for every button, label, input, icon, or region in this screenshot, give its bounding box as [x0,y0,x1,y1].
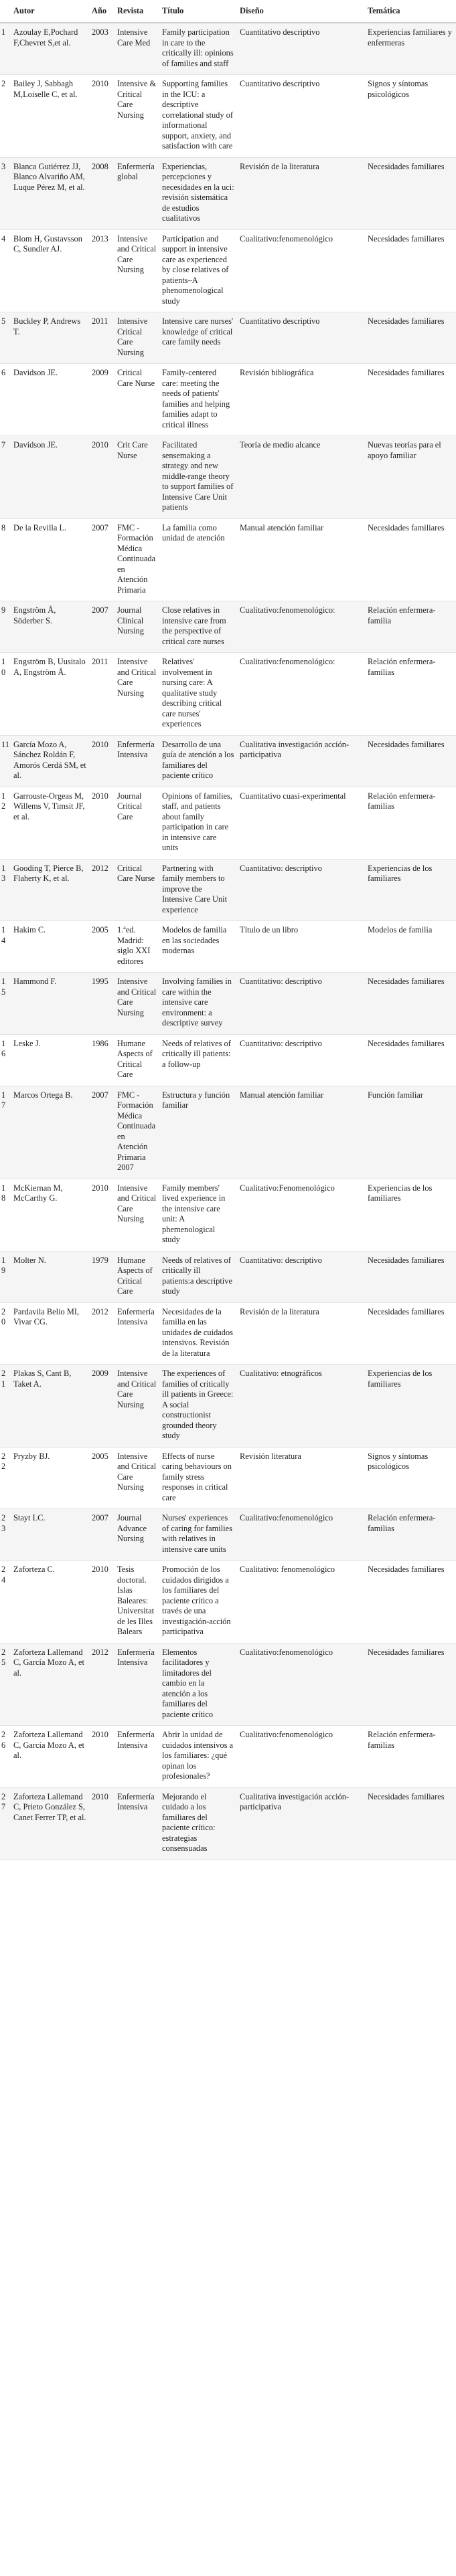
cell-tematica: Experiencias de los familiares [365,1179,456,1251]
cell-ano: 2010 [89,787,115,859]
header-titulo: Título [159,0,237,23]
cell-diseno: Cualitativo: etnográficos [237,1365,365,1448]
cell-ano: 2007 [89,518,115,601]
cell-ano: 2007 [89,1086,115,1179]
cell-autor: Gooding T, Pierce B, Flaherty K, et al. [11,859,89,921]
table-row [0,518,456,601]
cell-revista: Enfermería Intensiva [115,1787,159,1860]
cell-ano: 1995 [89,973,115,1035]
table-row [0,1034,456,1086]
cell-autor: Marcos Ortega B. [11,1086,89,1179]
cell-titulo: Family-centered care: meeting the needs of patients' families and helping families adapt to critical illness [159,364,237,436]
cell-titulo: Opinions of families, staff, and patients about family participation in care in intensive care units [159,787,237,859]
cell-revista: FMC - Formación Médica Continuada en Atención Primaria 2007 [115,1086,159,1179]
cell-autor: Zaforteza Lallemand C, Prieto González S, Canet Ferrer TP, et al. [11,1787,89,1860]
table-row [0,1726,456,1788]
cell-ano: 2012 [89,1302,115,1365]
cell-diseno: Revisión de la literatura [237,157,365,229]
cell-revista: Enfermería Intensiva [115,1726,159,1788]
cell-ano: 2011 [89,653,115,736]
cell-autor: Azoulay E,Pochard F,Chevret S,et al. [11,23,89,75]
cell-number: 19 [0,1251,11,1302]
cell-ano: 2010 [89,735,115,787]
cell-ano: 2010 [89,75,115,158]
cell-autor: Davidson JE. [11,436,89,519]
cell-titulo: Partnering with family members to improve the Intensive Care Unit experience [159,859,237,921]
table-row [0,436,456,519]
cell-diseno: Cuantitativo: descriptivo [237,1251,365,1302]
table-row [0,1509,456,1561]
cell-number: 26 [0,1726,11,1788]
cell-revista: Intensive and Critical Care Nursing [115,1179,159,1251]
cell-ano: 2012 [89,1643,115,1726]
cell-diseno: Cuantitativo cuasi-experimental [237,787,365,859]
cell-revista: Crit Care Nurse [115,436,159,519]
cell-tematica: Experiencias familiares y enfermeras [365,23,456,75]
cell-revista: Enfermería Intensiva [115,1643,159,1726]
cell-revista: Journal Clinical Nursing [115,601,159,653]
cell-diseno: Cualitativo:fenomenológico [237,1726,365,1788]
cell-titulo: Elementos facilitadores y limitadores del cambio en la atención a los familiares del paciente crítico [159,1643,237,1726]
cell-ano: 1986 [89,1034,115,1086]
cell-autor: Blanca Gutiérrez JJ, Blanco Alvariño AM, Luque Pérez M, et al. [11,157,89,229]
cell-revista: Intensive and Critical Care Nursing [115,1447,159,1509]
cell-number: 9 [0,601,11,653]
cell-titulo: The experiences of families of critically ill patients in Greece: A social constructionist grounded theory study [159,1365,237,1448]
cell-number: 6 [0,364,11,436]
cell-titulo: Desarrollo de una guía de atención a los familiares del paciente crítico [159,735,237,787]
cell-tematica: Necesidades familiares [365,1561,456,1644]
cell-diseno: Cualitativa investigación acción-participativa [237,735,365,787]
cell-titulo: Necesidades de la familia en las unidades de cuidados intensivos. Revisión de la literatura [159,1302,237,1365]
table-header [0,0,456,23]
table-row [0,1561,456,1644]
cell-autor: Zaforteza Lallemand C, García Mozo A, et al. [11,1726,89,1788]
cell-revista: Intensive and Critical Care Nursing [115,229,159,312]
table-row [0,1251,456,1302]
cell-ano: 2009 [89,364,115,436]
cell-number: 8 [0,518,11,601]
cell-ano: 2010 [89,1561,115,1644]
cell-ano: 1979 [89,1251,115,1302]
cell-diseno: Cualitativo:fenomenológico: [237,653,365,736]
table-row [0,1302,456,1365]
cell-autor: Bailey J, Sabbagh M,Loiselle C, et al. [11,75,89,158]
cell-diseno: Cuantitativo: descriptivo [237,973,365,1035]
cell-number: 16 [0,1034,11,1086]
cell-tematica: Necesidades familiares [365,157,456,229]
cell-tematica: Modelos de familia [365,921,456,973]
cell-diseno: Revisión literatura [237,1447,365,1509]
cell-autor: Pardavila Belio MI, Vivar CG. [11,1302,89,1365]
cell-number: 21 [0,1365,11,1448]
cell-diseno: Cualitativo:Fenomenológico [237,1179,365,1251]
cell-ano: 2012 [89,859,115,921]
cell-ano: 2013 [89,229,115,312]
cell-tematica: Necesidades familiares [365,364,456,436]
cell-ano: 2008 [89,157,115,229]
cell-tematica: Necesidades familiares [365,973,456,1035]
cell-revista: Intensive and Critical Care Nursing [115,973,159,1035]
table-row [0,787,456,859]
table-row [0,973,456,1035]
table-row [0,312,456,364]
table-row [0,921,456,973]
cell-diseno: Teoría de medio alcance [237,436,365,519]
cell-ano: 2005 [89,1447,115,1509]
cell-tematica: Necesidades familiares [365,1787,456,1860]
cell-autor: Blom H, Gustavsson C, Sundler AJ. [11,229,89,312]
cell-titulo: Mejorando el cuidado a los familiares del paciente crítico: estrategias consensuadas [159,1787,237,1860]
cell-titulo: Effects of nurse caring behaviours on family stress responses in critical care [159,1447,237,1509]
cell-titulo: Needs of relatives of critically ill patients: a follow-up [159,1034,237,1086]
header-diseno: Diseño [237,0,365,23]
cell-tematica: Relación enfermera-familias [365,653,456,736]
cell-diseno: Cualitativo:fenomenológico [237,1643,365,1726]
cell-tematica: Necesidades familiares [365,1643,456,1726]
cell-revista: FMC - Formación Médica Continuada en Atención Primaria [115,518,159,601]
cell-tematica: Necesidades familiares [365,312,456,364]
cell-number: 2 [0,75,11,158]
table-row [0,601,456,653]
cell-tematica: Relación enfermera-familia [365,601,456,653]
cell-titulo: Experiencias, percepciones y necesidades en la uci: revisión sistemática de estudios cualitativos [159,157,237,229]
cell-autor: De la Revilla L. [11,518,89,601]
cell-titulo: Relatives' involvement in nursing care: A qualitative study describing critical care nurses' experiences [159,653,237,736]
table-row [0,735,456,787]
cell-number: 10 [0,653,11,736]
header-ano: Año [89,0,115,23]
cell-revista: Critical Care Nurse [115,859,159,921]
cell-revista: Intensive Care Med [115,23,159,75]
cell-tematica: Signos y síntomas psicológicos [365,1447,456,1509]
cell-tematica: Necesidades familiares [365,518,456,601]
cell-diseno: Título de un libro [237,921,365,973]
cell-number: 17 [0,1086,11,1179]
cell-diseno: Cuantitativo descriptivo [237,23,365,75]
cell-autor: Engström B, Uusitalo A, Engström Å. [11,653,89,736]
cell-autor: Leske J. [11,1034,89,1086]
cell-tematica: Necesidades familiares [365,1034,456,1086]
cell-ano: 2011 [89,312,115,364]
header-revista: Revista [115,0,159,23]
cell-diseno: Cualitativo:fenomenológico: [237,601,365,653]
cell-autor: Garrouste-Orgeas M, Willems V, Timsit JF, et al. [11,787,89,859]
cell-ano: 2005 [89,921,115,973]
table-row [0,75,456,158]
cell-revista: 1.ªed. Madrid: siglo XXI editores [115,921,159,973]
cell-autor: Stayt LC. [11,1509,89,1561]
cell-titulo: Family participation in care to the critically ill: opinions of families and staff [159,23,237,75]
cell-number: 4 [0,229,11,312]
cell-autor: Pryzby BJ. [11,1447,89,1509]
cell-diseno: Manual atención familiar [237,1086,365,1179]
cell-tematica: Relación enfermera-familias [365,1509,456,1561]
cell-revista: Intensive Critical Care Nursing [115,312,159,364]
table-row [0,1643,456,1726]
cell-ano: 2007 [89,1509,115,1561]
cell-tematica: Necesidades familiares [365,1251,456,1302]
cell-tematica: Relación enfermera-familias [365,787,456,859]
cell-diseno: Cuantitativo: descriptivo [237,859,365,921]
cell-diseno: Cualitativo:fenomenológico [237,1509,365,1561]
cell-diseno: Cuantitativo descriptivo [237,312,365,364]
cell-revista: Intensive & Critical Care Nursing [115,75,159,158]
cell-revista: Journal Critical Care [115,787,159,859]
cell-titulo: Family members' lived experience in the intensive care unit: A phemenological study [159,1179,237,1251]
cell-titulo: Needs of relatives of critically ill patients:a descriptive study [159,1251,237,1302]
cell-diseno: Cualitativo: fenomenológico [237,1561,365,1644]
cell-titulo: Supporting families in the ICU: a descriptive correlational study of informational support, anxiety, and satisfaction with care [159,75,237,158]
cell-tematica: Función familiar [365,1086,456,1179]
table-row [0,23,456,75]
table-row [0,157,456,229]
cell-titulo: Participation and support in intensive care as experienced by close relatives of patients–A phenomenological study [159,229,237,312]
cell-titulo: La familia como unidad de atención [159,518,237,601]
cell-revista: Intensive and Critical Care Nursing [115,653,159,736]
cell-autor: McKiernan M, McCarthy G. [11,1179,89,1251]
cell-titulo: Intensive care nurses' knowledge of critical care family needs [159,312,237,364]
table-row [0,1787,456,1860]
cell-number: 23 [0,1509,11,1561]
cell-ano: 2003 [89,23,115,75]
table-row [0,653,456,736]
cell-tematica: Necesidades familiares [365,1302,456,1365]
cell-number: 24 [0,1561,11,1644]
cell-ano: 2010 [89,436,115,519]
cell-number: 11 [0,735,11,787]
cell-number: 12 [0,787,11,859]
cell-autor: García Mozo A, Sánchez Roldán F, Amorós Cerdá SM, et al. [11,735,89,787]
cell-titulo: Promoción de los cuidados dirigidos a los familiares del paciente crítico a través de una investigación-acción participativa [159,1561,237,1644]
cell-autor: Molter N. [11,1251,89,1302]
cell-number: 3 [0,157,11,229]
table-row [0,1447,456,1509]
cell-titulo: Facilitated sensemaking a strategy and new middle-range theory to support families of Intensive Care Unit patients [159,436,237,519]
cell-number: 18 [0,1179,11,1251]
cell-revista: Critical Care Nurse [115,364,159,436]
cell-number: 27 [0,1787,11,1860]
cell-autor: Hakim C. [11,921,89,973]
cell-diseno: Revisión bibliográfica [237,364,365,436]
cell-autor: Buckley P, Andrews T. [11,312,89,364]
cell-tematica: Necesidades familiares [365,735,456,787]
header-tematica: Temática [365,0,456,23]
table-row [0,1179,456,1251]
header-number [0,0,11,23]
cell-autor: Zaforteza C. [11,1561,89,1644]
cell-revista: Enfermería Intensiva [115,1302,159,1365]
cell-revista: Enfermería Intensiva [115,735,159,787]
cell-titulo: Abrir la unidad de cuidados intensivos a los familiares: ¿qué opinan los profesionales? [159,1726,237,1788]
cell-autor: Zaforteza Lallemand C, García Mozo A, et al. [11,1643,89,1726]
header-row [0,0,456,23]
cell-tematica: Relación enfermera-familias [365,1726,456,1788]
cell-number: 25 [0,1643,11,1726]
cell-autor: Engström Å, Söderber S. [11,601,89,653]
header-autor: Autor [11,0,89,23]
cell-revista: Humane Aspects of Critical Care [115,1251,159,1302]
table-row [0,859,456,921]
cell-titulo: Estructura y función familiar [159,1086,237,1179]
cell-revista: Humane Aspects of Critical Care [115,1034,159,1086]
cell-number: 13 [0,859,11,921]
cell-ano: 2010 [89,1787,115,1860]
cell-revista: Intensive and Critical Care Nursing [115,1365,159,1448]
table-row [0,229,456,312]
cell-ano: 2007 [89,601,115,653]
cell-number: 20 [0,1302,11,1365]
table-row [0,1365,456,1448]
cell-number: 7 [0,436,11,519]
cell-tematica: Experiencias de los familiares [365,1365,456,1448]
cell-diseno: Cualitativa investigación acción-participativa [237,1787,365,1860]
cell-titulo: Close relatives in intensive care from the perspective of critical care nurses [159,601,237,653]
cell-titulo: Nurses' experiences of caring for families with relatives in intensive care units [159,1509,237,1561]
cell-number: 22 [0,1447,11,1509]
cell-titulo: Involving families in care within the intensive care environment: a descriptive survey [159,973,237,1035]
cell-tematica: Experiencias de los familiares [365,859,456,921]
cell-number: 14 [0,921,11,973]
cell-diseno: Cualitativo:fenomenológico [237,229,365,312]
cell-ano: 2010 [89,1726,115,1788]
cell-diseno: Cuantitativo: descriptivo [237,1034,365,1086]
table-body [0,23,456,1860]
cell-autor: Davidson JE. [11,364,89,436]
cell-tematica: Signos y síntomas psicológicos [365,75,456,158]
cell-titulo: Modelos de familia en las sociedades modernas [159,921,237,973]
cell-autor: Plakas S, Cant B, Taket A. [11,1365,89,1448]
cell-ano: 2009 [89,1365,115,1448]
cell-tematica: Nuevas teorías para el apoyo familiar [365,436,456,519]
table-row [0,1086,456,1179]
cell-ano: 2010 [89,1179,115,1251]
cell-autor: Hammond F. [11,973,89,1035]
cell-diseno: Cuantitativo descriptivo [237,75,365,158]
cell-number: 1 [0,23,11,75]
cell-number: 5 [0,312,11,364]
cell-revista: Enfermería global [115,157,159,229]
cell-diseno: Manual atención familiar [237,518,365,601]
cell-diseno: Revisión de la literatura [237,1302,365,1365]
cell-revista: Tesis doctoral. Islas Baleares: Universitat de les Illes Balears [115,1561,159,1644]
cell-number: 15 [0,973,11,1035]
cell-revista: Journal Advance Nursing [115,1509,159,1561]
cell-tematica: Necesidades familiares [365,229,456,312]
table-row [0,364,456,436]
